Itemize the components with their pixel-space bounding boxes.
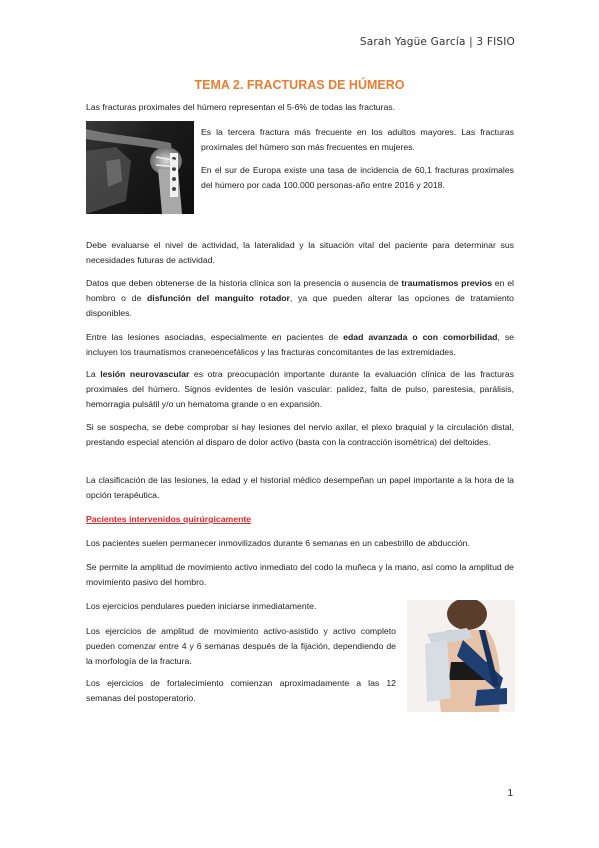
immobilization-paragraph: Los pacientes suelen permanecer inmovilizados durante 6 semanas en un cabestrillo de abducción. — [86, 538, 470, 548]
xray-side-paragraph-1: Es la tercera fractura más frecuente en los adultos mayores. Las fracturas proximales del húmero son más frecuentes en mujeres. — [201, 127, 514, 152]
section-heading-surgical: Pacientes intervenidos quirúrgicamente — [86, 514, 252, 524]
intro-paragraph: Las fracturas proximales del húmero representan el 5-6% de todas las fracturas. — [86, 102, 396, 112]
bold-term: traumatismos previos — [401, 278, 493, 288]
range-of-motion-paragraph: Se permite la amplitud de movimiento activo inmediato del codo la muñeca y la mano, así como la amplitud de movimiento pasivo del hombro. — [86, 562, 514, 587]
strengthening-paragraph: Los ejercicios de fortalecimiento comienzan aproximadamente a las 12 semanas del postoperatorio. — [86, 678, 396, 703]
classification-paragraph: La clasificación de las lesiones, la edad y el historial médico desempeñan un papel importante a la hora de la opción terapéutica. — [86, 475, 514, 500]
bold-term: disfunción del manguito rotador — [146, 293, 290, 303]
suspicion-paragraph: Si se sospecha, se debe comprobar si hay lesiones del nervio axilar, el plexo braquial y la circulación distal, prestando especial atención al disparo de dolor activo (basta con la contracción isométrica) del deltoides. — [86, 422, 514, 447]
activity-paragraph: Debe evaluarse el nivel de actividad, la lateralidad y la situación vital del paciente para determinar sus necesidades futuras de actividad. — [86, 240, 514, 265]
page-number: 1 — [507, 788, 513, 799]
pendular-exercises-paragraph: Los ejercicios pendulares pueden iniciarse inmediatamente. — [86, 601, 317, 611]
page-header: Sarah Yagüe García | 3 FISIO — [359, 36, 515, 48]
history-paragraph: Datos que deben obtenerse de la historia clínica son la presencia o ausencia de traumatismos previos en el hombro o de disfunción del manguito rotador, ya que pueden alterar las opciones de tratamiento disponibles. — [86, 278, 514, 318]
bold-term: lesión neurovascular — [100, 369, 190, 379]
active-assisted-paragraph: Los ejercicios de amplitud de movimiento activo-asistido y activo completo pueden comenzar entre 4 y 6 semanas después de la fijación, dependiendo de la morfología de la fractura. — [86, 626, 396, 666]
bold-term: edad avanzada o con comorbilidad — [343, 332, 498, 342]
xray-side-paragraph-2: En el sur de Europa existe una tasa de incidencia de 60,1 fracturas proximales del húmero por cada 100.000 personas-año entre 2016 y 2018. — [201, 165, 514, 190]
neurovascular-paragraph: La lesión neurovascular es otra preocupación importante durante la evaluación clínica de las fracturas proximales del húmero. Signos evidentes de lesión vascular: palidez, falta de pulso, parestesia, parálisis, hemorragia pulsátil y/o un hematoma grande o en expansión. — [86, 369, 514, 409]
document-title: TEMA 2. FRACTURAS DE HÚMERO — [194, 78, 405, 92]
abduction-sling-image — [407, 600, 515, 712]
associated-lesions-paragraph: Entre las lesiones asociadas, especialmente en pacientes de edad avanzada o con comorbilidad, se incluyen los traumatismos craneoencefálicos y las fracturas concomitantes de las extremidades. — [86, 332, 515, 357]
shoulder-xray-image — [86, 121, 194, 214]
